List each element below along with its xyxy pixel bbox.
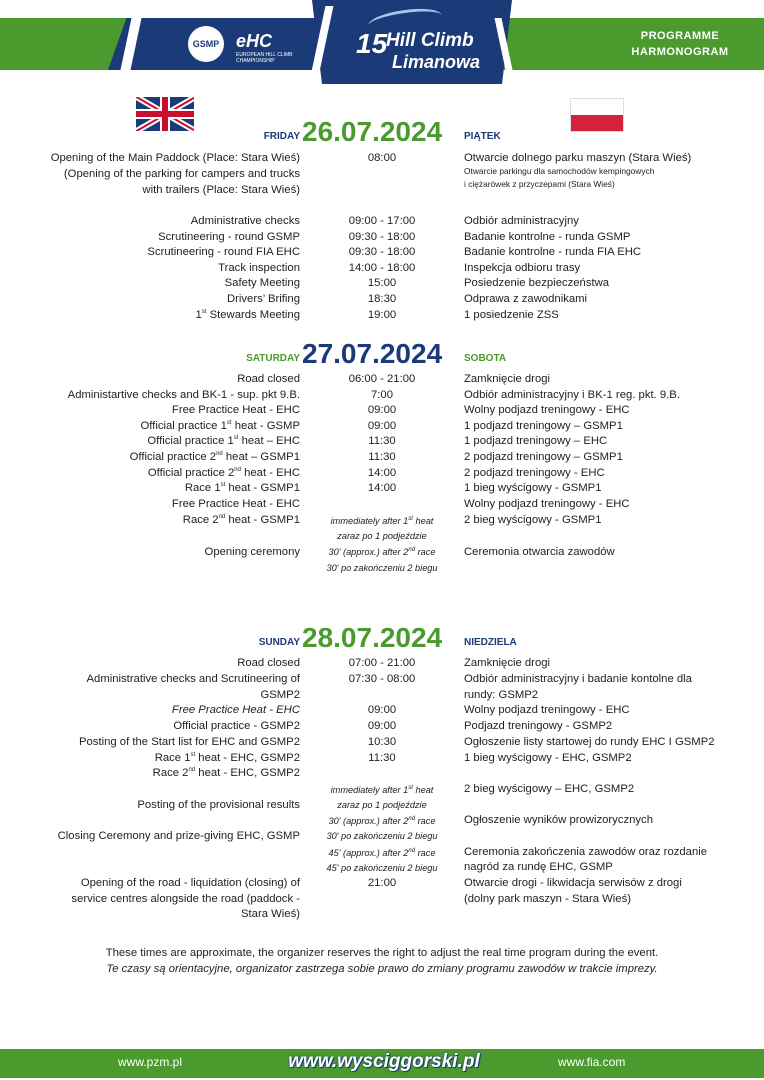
event-pl: Ceremonia zakończenia zawodów oraz rozdanie <box>464 846 708 858</box>
event-en: Scrutineering - round GSMP <box>158 231 300 243</box>
time-note: zaraz po 1 podjeździe <box>337 800 427 810</box>
event-en: Scrutineering - round FIA EHC <box>147 246 300 258</box>
day-header-friday <box>0 112 764 148</box>
event-en: with trailers (Place: Stara Wieś) <box>142 184 300 196</box>
event-time: 14:00 <box>367 482 397 494</box>
time-note: immediately after 1st heat <box>330 515 434 526</box>
event-en: Road closed <box>237 657 300 669</box>
event-time: 11:30 <box>368 451 396 463</box>
day-header-saturday <box>0 334 764 370</box>
time-note: 30' (approx.) after 2nd race <box>328 546 436 557</box>
event-en: Free Practice Heat - EHC <box>171 404 300 416</box>
event-en: Track inspection <box>218 262 300 274</box>
event-pl: Ogłoszenie listy startowej do rundy EHC I GSMP2 <box>464 736 715 748</box>
event-pl: Wolny podjazd treningowy - EHC <box>464 704 630 716</box>
event-time: 07:00 - 21:00 <box>348 657 416 669</box>
event-time: 14:00 <box>367 467 397 479</box>
event-en: Administartive checks and BK-1 - sup. pkt 9.B. <box>67 389 300 401</box>
event-time: 09:30 - 18:00 <box>348 231 416 243</box>
event-en: Administrative checks and Scrutineering of <box>86 673 300 685</box>
programme-label <box>620 28 740 60</box>
event-pl: Otwarcie parkingu dla samochodów kempingowych <box>464 166 655 176</box>
event-pl: nagród za rundę EHC, GSMP <box>464 861 613 873</box>
day-name-pl: NIEDZIELA <box>464 637 517 648</box>
event-pl: Inspekcja odbioru trasy <box>464 262 581 274</box>
event-en: Road closed <box>237 373 300 385</box>
event-pl: Wolny podjazd treningowy - EHC <box>464 498 630 510</box>
event-en: Official practice 1st heat – EHC <box>147 435 300 447</box>
event-pl: Otwarcie dolnego parku maszyn (Stara Wieś) <box>464 152 692 164</box>
event-pl: 1 podjazd treningowy – GSMP1 <box>464 420 623 432</box>
event-pl: 2 bieg wyścigowy - GSMP1 <box>464 514 602 526</box>
time-note: 45' (approx.) after 2nd race <box>328 847 436 858</box>
event-pl: 1 bieg wyścigowy - GSMP1 <box>464 482 602 494</box>
day-name-en: SUNDAY <box>258 637 300 648</box>
event-pl: Badanie kontrolne - runda GSMP <box>464 231 631 243</box>
event-time: 7:00 <box>371 389 393 401</box>
event-en: Free Practice Heat - EHC <box>171 498 300 510</box>
event-en: Safety Meeting <box>224 277 300 289</box>
event-pl: Odbiór administracyjny i badanie kontolne dla <box>464 673 692 685</box>
event-number: 15 <box>356 28 388 59</box>
event-time: 09:00 <box>367 704 397 716</box>
event-pl: 2 bieg wyścigowy – EHC, GSMP2 <box>464 783 635 795</box>
event-title: Hill Climb <box>386 30 474 51</box>
event-en: Posting of the provisional results <box>137 799 300 811</box>
event-pl: Podjazd treningowy - GSMP2 <box>464 720 613 732</box>
event-time: 11:30 <box>368 752 396 764</box>
time-note: 30' (approx.) after 2nd race <box>328 815 436 826</box>
event-en: Opening of the Main Paddock (Place: Stara Wieś) <box>50 152 300 164</box>
event-en: Official practice 1st heat - GSMP <box>140 420 300 432</box>
event-pl: Zamknięcie drogi <box>464 373 551 385</box>
day-header-sunday <box>0 618 764 654</box>
event-en: Race 1st heat - EHC, GSMP2 <box>154 752 300 764</box>
event-time: 09:00 <box>367 404 397 416</box>
event-pl: Ceremonia otwarcia zawodów <box>464 546 615 558</box>
footer-link-wysciggorski[interactable]: www.wysciggorski.pl <box>288 1051 480 1072</box>
time-note: 30' po zakończeniu 2 biegu <box>326 563 438 573</box>
event-pl: 1 podjazd treningowy – EHC <box>464 435 608 447</box>
event-en: Free Practice Heat - EHC <box>171 704 300 716</box>
footer-link-fia[interactable]: www.fia.com <box>558 1055 626 1069</box>
ehc-logo-subtitle: EUROPEAN HILL CLIMB CHAMPIONSHIP <box>236 52 293 64</box>
event-time: 09:00 <box>367 420 397 432</box>
time-note: zaraz po 1 podjeździe <box>337 531 427 541</box>
event-pl: Posiedzenie bezpieczeństwa <box>464 277 610 289</box>
event-en: Stara Wieś) <box>240 908 300 920</box>
day-name-pl: SOBOTA <box>464 353 507 364</box>
day-date: 27.07.2024 <box>302 338 443 369</box>
time-note: immediately after 1st heat <box>330 784 434 795</box>
event-en: Race 2nd heat - GSMP1 <box>182 514 300 526</box>
day-name-en: FRIDAY <box>263 131 300 142</box>
event-en: Race 2nd heat - EHC, GSMP2 <box>152 767 300 779</box>
event-en: Posting of the Start list for EHC and GSMP2 <box>78 736 300 748</box>
event-time: 14:00 - 18:00 <box>348 262 416 274</box>
event-en: Race 1st heat - GSMP1 <box>184 482 300 494</box>
event-en: Closing Ceremony and prize-giving EHC, GSMP <box>57 830 300 842</box>
event-location: Limanowa <box>392 52 481 72</box>
event-pl: Odbiór administracyjny i BK-1 reg. pkt. 9.B. <box>464 389 680 401</box>
event-en: GSMP2 <box>260 689 300 701</box>
event-en: service centres alongside the road (paddock - <box>71 893 300 905</box>
ehc-logo: eHC <box>236 31 273 51</box>
event-time: 09:30 - 18:00 <box>348 246 416 258</box>
event-pl: Zamknięcie drogi <box>464 657 551 669</box>
event-pl: rundy: GSMP2 <box>464 689 539 701</box>
event-time: 09:00 - 17:00 <box>348 215 416 227</box>
event-time: 21:00 <box>367 877 397 889</box>
programme-label-pl: HARMONOGRAM <box>631 46 729 58</box>
gsmp-logo: GSMP <box>188 26 224 62</box>
event-pl: 1 bieg wyścigowy - EHC, GSMP2 <box>464 752 632 764</box>
day-name-en: SATURDAY <box>246 353 300 364</box>
event-time: 06:00 - 21:00 <box>348 373 416 385</box>
event-pl: Odbiór administracyjny <box>464 215 579 227</box>
event-pl: Ogłoszenie wyników prowizorycznych <box>464 814 653 826</box>
event-pl: (dolny park maszyn - Stara Wieś) <box>464 893 631 905</box>
event-time: 18:30 <box>367 293 397 305</box>
event-en: Opening of the road - liquidation (closing) of <box>80 877 300 889</box>
event-pl: i ciężarówek z przyczepami (Stara Wieś) <box>464 179 615 189</box>
event-pl: Badanie kontrolne - runda FIA EHC <box>464 246 642 258</box>
disclaimer-en: These times are approximate, the organizer reserves the right to adjust the real time program during the event. <box>105 947 659 959</box>
event-time: 09:00 <box>367 720 397 732</box>
event-en: Drivers’ Brifing <box>226 293 300 305</box>
event-time: 08:00 <box>367 152 397 164</box>
event-time: 15:00 <box>367 277 397 289</box>
event-pl: 1 posiedzenie ZSS <box>464 309 559 321</box>
day-date: 26.07.2024 <box>302 116 443 147</box>
time-note: 30' po zakończeniu 2 biegu <box>326 831 438 841</box>
event-en: Official practice 2nd heat – GSMP1 <box>129 451 300 463</box>
day-name-pl: PIĄTEK <box>464 131 501 142</box>
programme-label-en: PROGRAMME <box>640 30 720 42</box>
day-date: 28.07.2024 <box>302 622 443 653</box>
event-pl: 2 podjazd treningowy – GSMP1 <box>464 451 623 463</box>
event-time: 07:30 - 08:00 <box>348 673 416 685</box>
event-en: Administrative checks <box>190 215 300 227</box>
footer-link-pzm[interactable]: www.pzm.pl <box>118 1055 183 1069</box>
event-pl: 2 podjazd treningowy - EHC <box>464 467 605 479</box>
event-en: Opening ceremony <box>204 546 300 558</box>
event-en: 1st Stewards Meeting <box>195 309 300 321</box>
event-time: 11:30 <box>368 435 396 447</box>
event-time: 19:00 <box>367 309 397 321</box>
disclaimer-pl: Te czasy są orientacyjne, organizator zastrzega sobie prawo do zmiany programu zawodów w trakcie imprezy. <box>106 963 658 975</box>
event-en: Official practice - GSMP2 <box>173 720 300 732</box>
event-pl: Odprawa z zawodnikami <box>464 293 588 305</box>
event-pl: Otwarcie drogi - likwidacja serwisów z drogi <box>464 877 682 889</box>
event-en: (Opening of the parking for campers and trucks <box>63 168 300 180</box>
time-note: 45' po zakończeniu 2 biegu <box>326 863 438 873</box>
event-time: 10:30 <box>367 736 397 748</box>
event-en: Official practice 2nd heat - EHC <box>147 467 300 479</box>
event-pl: Wolny podjazd treningowy - EHC <box>464 404 630 416</box>
